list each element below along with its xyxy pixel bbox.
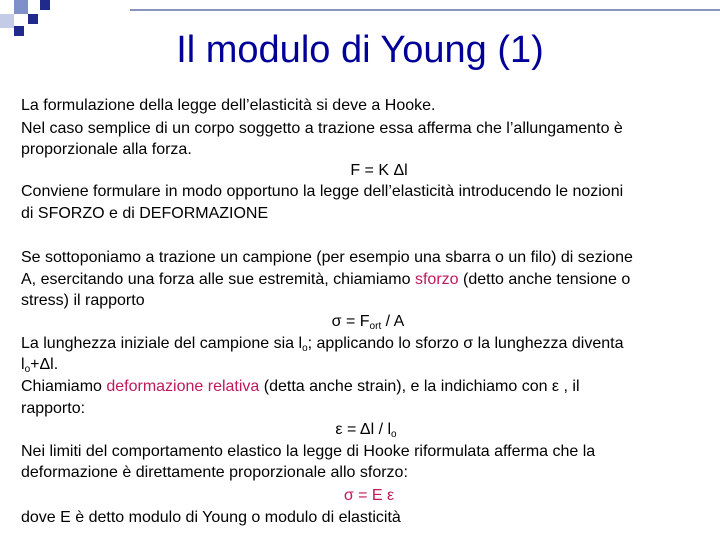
text-line: Nel caso semplice di un corpo soggetto a trazione essa afferma che l’allungamento è	[21, 120, 623, 137]
text-line: dove E è detto modulo di Young o modulo di elasticità	[21, 509, 401, 526]
slide-title: Il modulo di Young (1)	[176, 29, 544, 71]
text-line: La formulazione della legge dell’elasticità si deve a Hooke.	[21, 97, 436, 114]
text-line: La lunghezza iniziale del campione sia $l_o$; applicando lo sforzo σ la lunghezza diventa	[21, 335, 624, 354]
text-line: $l_o+\Delta l$.	[21, 356, 59, 375]
text-line: rapporto:	[21, 400, 86, 417]
text-line: proporzionale alla forza.	[21, 141, 192, 158]
text-line: Chiamiamo deformazione relativa (detta anche strain), e la indichiamo con ε , il	[21, 378, 580, 395]
text-line: Conviene formulare in modo opportuno la legge dell’elasticità introducendo le nozioni	[21, 183, 624, 200]
term-sforzo: sforzo	[414, 271, 459, 288]
text-line: A, esercitando una forza alle sue estremità, chiamiamo sforzo (detto anche tensione o	[21, 271, 631, 288]
header-rule	[130, 9, 720, 11]
equation-stress: $\sigma = F_{ort} / A$	[331, 313, 405, 332]
text-line: stress) il rapporto	[21, 292, 145, 309]
text-line: deformazione è direttamente proporzionale allo sforzo:	[21, 464, 408, 481]
text-line: di SFORZO e di DEFORMAZIONE	[21, 205, 269, 222]
term-deformazione-relativa: deformazione relativa	[106, 378, 260, 395]
equation-hooke: F = K Δl	[350, 162, 408, 179]
text-line: Se sottoponiamo a trazione un campione (per esempio una sbarra o un filo) di sezione	[21, 249, 633, 266]
equation-young: σ = E ε	[343, 487, 395, 504]
text-line: Nei limiti del comportamento elastico la legge di Hooke riformulata afferma che la	[21, 443, 596, 460]
equation-strain: $\varepsilon = \Delta l / l_o$	[335, 421, 397, 440]
